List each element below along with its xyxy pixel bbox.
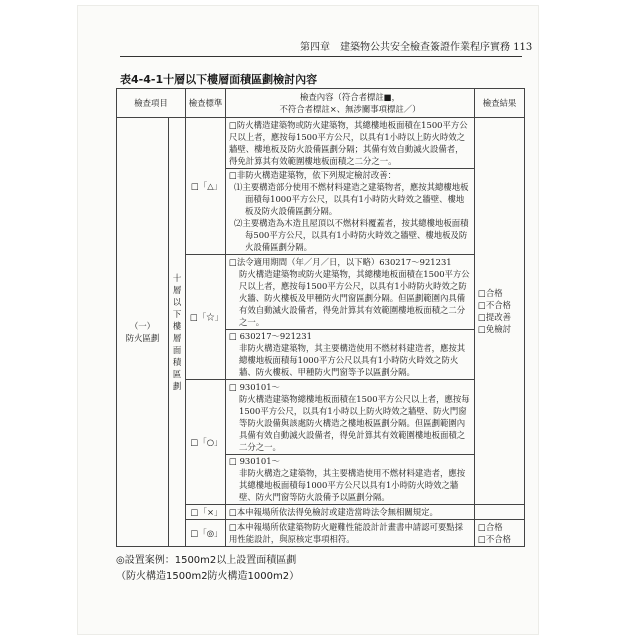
content-block: □法令適用期間（年／月／日，以下略）630217～921231 — [229, 257, 452, 267]
result-option[interactable]: □不合格 — [478, 534, 512, 544]
table-header-row — [117, 89, 525, 118]
standard-cell: □「△」 — [186, 118, 226, 255]
content-block: □防火構造建築物或防火建築物，其總樓地板面積在1500平方公尺以上者，應按每1500平方公尺，以具有1小時以上防火時效之牆壁、樓地板及防火設備區劃分隔；其備有效自動滅火設備者，得免計算其有效範圍樓地板面積之二分之一。 — [229, 120, 468, 166]
result-option[interactable]: □免檢討 — [478, 324, 512, 334]
content-block: 防火構造建築物總樓地板面積在1500平方公尺以上者，應按每1500平方公尺，以具有1小時以上防火時效之牆壁、防火門窗等防火設備與該處防火構造之樓地板區劃分隔。但區劃範圍內具備有效自動滅火設備者，得免計算其有效範圍樓地板面積之二分之一。 — [239, 394, 470, 452]
header-content-line2: 不符合者標註×、無涉關事項標註／） — [279, 104, 421, 114]
content-block: ⑵主要構造為木造且屋頂以不燃材料覆蓋者，按其總樓地板面積每500平方公尺，以具有1小時防火時效之牆壁、樓地板及防火設備區劃分隔。 — [234, 218, 469, 252]
page-number: 113 — [513, 42, 533, 53]
table-row — [117, 118, 525, 255]
content-block: 防火構造建築物或防火建築物，其總樓地板面積在1500平方公尺以上者，應按每1500平方公尺，以具有1小時防火時效之防火牆、防火樓板及甲種防火門窗區劃分隔。但區劃範圍內具備有效自動滅火設備者，得免計算其有效範圍樓地板面積之二分之一。 — [239, 269, 470, 327]
header-content — [226, 89, 475, 118]
example-note-detail: （防火構造1500m2防火構造1000m2） — [116, 571, 300, 582]
chapter-title: 第四章 建築物公共安全檢查簽證作業程序實務 — [300, 42, 510, 53]
result-option[interactable]: □合格 — [478, 288, 503, 298]
content-block: □ 930101～ — [226, 454, 474, 467]
sub-item-cell — [169, 118, 186, 547]
header-item: 檢查項目 — [117, 89, 186, 118]
standard-cell: □「☆」 — [186, 255, 226, 380]
content-block: □非防火構造建築物，依下列規定檢討改善： — [226, 168, 474, 181]
content-block: 非防火構造建築物，其主要構造使用不燃材料建造者，應按其總樓地板面積每1000平方公尺以具有1小時防火時效之防火牆、防火樓板、甲種防火門窗等予以區劃分隔。 — [239, 343, 466, 377]
standard-cell: □「◎」 — [186, 520, 226, 547]
content-cell — [226, 520, 475, 547]
header-divider — [120, 56, 522, 57]
content-block: □ 930101～ — [229, 382, 280, 392]
content-cell — [226, 380, 475, 505]
content-cell — [226, 118, 475, 255]
result-option[interactable]: □不合格 — [478, 300, 512, 310]
table-title: 表4-4-1十層以下樓層面積區劃檢討內容 — [120, 73, 318, 86]
content-cell — [226, 505, 475, 520]
header-result: 檢查結果 — [475, 89, 525, 118]
content-block: 非防火構造之建築物，其主要構造使用不燃材料建造者，應按其總樓地板面積每1000平方公尺以具有1小時防火時效之牆壁、防火門窗等防火設備予以區劃分隔。 — [239, 468, 466, 502]
standard-cell: □「×」 — [186, 505, 226, 520]
header-content-line1: 檢查內容（符合者標註■， — [299, 92, 401, 102]
item-cell — [117, 118, 169, 547]
result-option[interactable]: □提改善 — [478, 312, 512, 322]
result-cell-empty — [475, 505, 525, 520]
content-block: ⑴主要構造部分使用不燃材料建造之建築物者，應按其總樓地板面積每1000平方公尺，以具有1小時防火時效之牆壁、樓地板及防火設備區劃分隔。 — [234, 182, 469, 216]
result-cell — [475, 520, 525, 547]
header-standard: 檢查標準 — [186, 89, 226, 118]
content-block: □ 630217～921231 — [226, 329, 474, 342]
running-header — [300, 38, 533, 54]
sub-item-label: 十層以下樓層面積區劃 — [172, 273, 182, 391]
inspection-table — [116, 88, 525, 547]
result-cell — [475, 118, 525, 505]
content-block: □本申報場所依建築物防火避難性能設計計畫書申請認可要點採用性能設計，與原核定事項相符。 — [229, 522, 464, 544]
content-cell — [226, 255, 475, 380]
item-label: （一） 防火區劃 — [125, 321, 160, 343]
standard-cell: □「○」 — [186, 380, 226, 505]
content-block: □本申報場所依法得免檢討或建造當時法令無相關規定。 — [229, 507, 438, 517]
result-option[interactable]: □合格 — [478, 522, 503, 532]
example-note: ◎設置案例：1500m2以上設置面積區劃 — [116, 555, 297, 566]
